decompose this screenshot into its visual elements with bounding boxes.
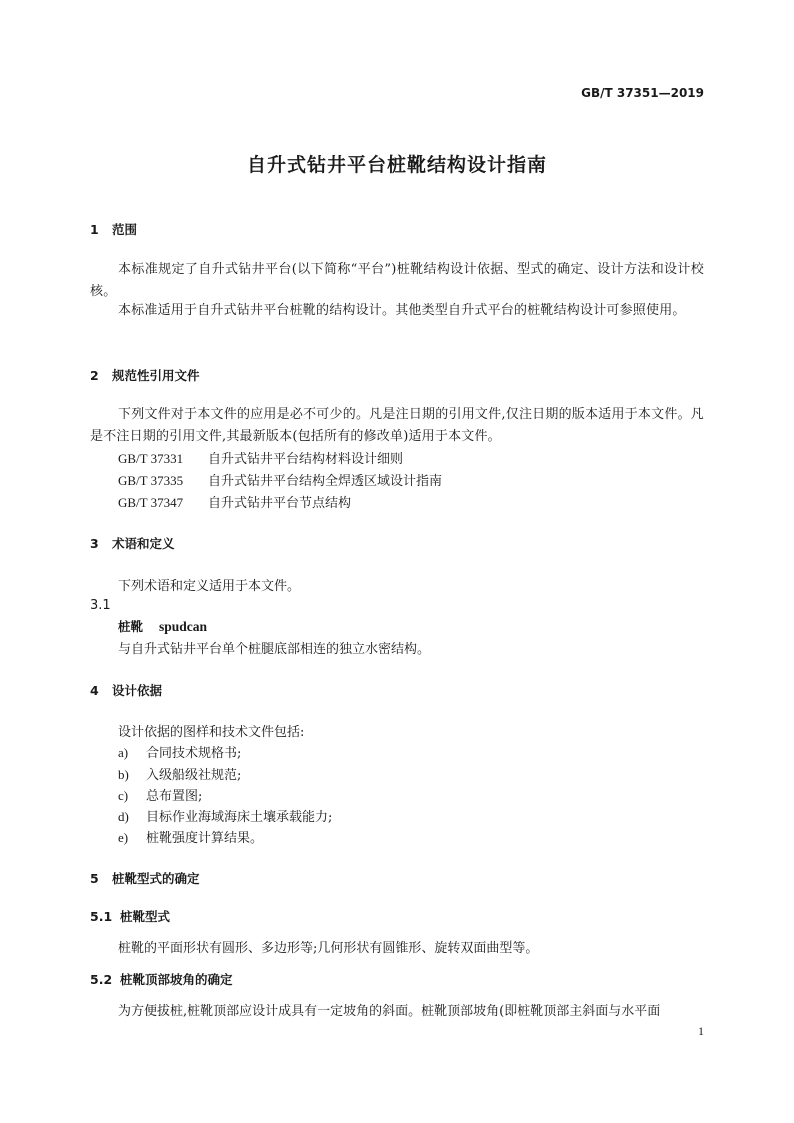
subsection-title: 桩靴型式: [120, 909, 171, 924]
reference-title: 自升式钻井平台节点结构: [208, 496, 352, 511]
reference-item: [118, 492, 351, 511]
section-title: 范围: [112, 222, 138, 237]
list-item-letter: c): [118, 788, 129, 803]
list-item-letter: b): [118, 767, 129, 782]
list-item-letter: a): [118, 745, 129, 760]
reference-title: 自升式钻井平台结构全焊透区域设计指南: [208, 474, 443, 489]
reference-item: [118, 470, 442, 489]
reference-code: GB/T 37335: [118, 473, 184, 488]
list-item-text: 总布置图;: [146, 789, 203, 804]
document-title: 自升式钻井平台桩靴结构设计指南: [246, 154, 547, 176]
section-5-heading: [90, 869, 200, 887]
term-definition: 与自升式钻井平台单个桩腿底部相连的独立水密结构。: [118, 642, 431, 657]
section-1-paragraph-2: 本标准适用于自升式钻井平台桩靴的结构设计。其他类型自升式平台的桩靴结构设计可参照使用。: [118, 303, 686, 318]
list-item-letter: e): [118, 830, 129, 845]
subsection-number: 5.2: [90, 972, 113, 987]
standard-code: GB/T 37351—2019: [581, 86, 704, 100]
subsection-title: 桩靴顶部坡角的确定: [120, 972, 233, 987]
list-item: [118, 806, 332, 825]
section-1-heading: [90, 220, 137, 238]
section-3-intro: 下列术语和定义适用于本文件。: [118, 579, 301, 594]
reference-code: GB/T 37347: [118, 495, 184, 510]
section-title: 设计依据: [112, 683, 163, 698]
list-item-text: 目标作业海域海床土壤承载能力;: [146, 810, 333, 825]
section-number: 3: [90, 536, 99, 551]
list-item: [118, 764, 241, 783]
section-title: 桩靴型式的确定: [112, 871, 200, 886]
list-item-text: 入级船级社规范;: [146, 768, 242, 783]
term-english: spudcan: [159, 619, 208, 634]
section-1-paragraph-1: 本标准规定了自升式钻井平台(以下简称“平台”)桩靴结构设计依据、型式的确定、设计方法和设计校核。: [90, 262, 704, 299]
section-2-paragraph: 下列文件对于本文件的应用是必不可少的。凡是注日期的引用文件,仅注日期的版本适用于本文件。凡是不注日期的引用文件,其最新版本(包括所有的修改单)适用于本文件。: [90, 407, 704, 444]
section-4-heading: [90, 681, 162, 699]
list-item: [118, 827, 263, 846]
section-2-heading: [90, 366, 200, 384]
list-item: [118, 742, 241, 761]
section-title: 术语和定义: [112, 536, 175, 551]
section-4-intro: 设计依据的图样和技术文件包括:: [118, 725, 305, 740]
reference-code: GB/T 37331: [118, 451, 184, 466]
subsection-number: 5.1: [90, 909, 113, 924]
subsection-5-1-text: 桩靴的平面形状有圆形、多边形等;几何形状有圆锥形、旋转双面曲型等。: [118, 941, 539, 956]
list-item: [118, 785, 202, 804]
subsection-5-2-heading: [90, 970, 233, 988]
section-number: 2: [90, 368, 99, 383]
section-title: 规范性引用文件: [112, 368, 200, 383]
section-number: 5: [90, 871, 99, 886]
section-number: 4: [90, 683, 99, 698]
list-item-text: 合同技术规格书;: [146, 746, 242, 761]
section-3-heading: [90, 534, 175, 552]
term-entry: [118, 617, 207, 635]
page-number: 1: [698, 1024, 704, 1038]
section-number: 1: [90, 222, 99, 237]
reference-item: [118, 448, 403, 467]
term-chinese: 桩靴: [118, 619, 144, 634]
subsection-5-2-text: 为方便拔桩,桩靴顶部应设计成具有一定坡角的斜面。桩靴顶部坡角(即桩靴顶部主斜面与水平面: [118, 1004, 661, 1019]
list-item-letter: d): [118, 809, 129, 824]
list-item-text: 桩靴强度计算结果。: [146, 831, 264, 846]
subsection-5-1-heading: [90, 907, 170, 925]
reference-title: 自升式钻井平台结构材料设计细则: [208, 452, 404, 467]
term-number: 3.1: [90, 598, 111, 613]
